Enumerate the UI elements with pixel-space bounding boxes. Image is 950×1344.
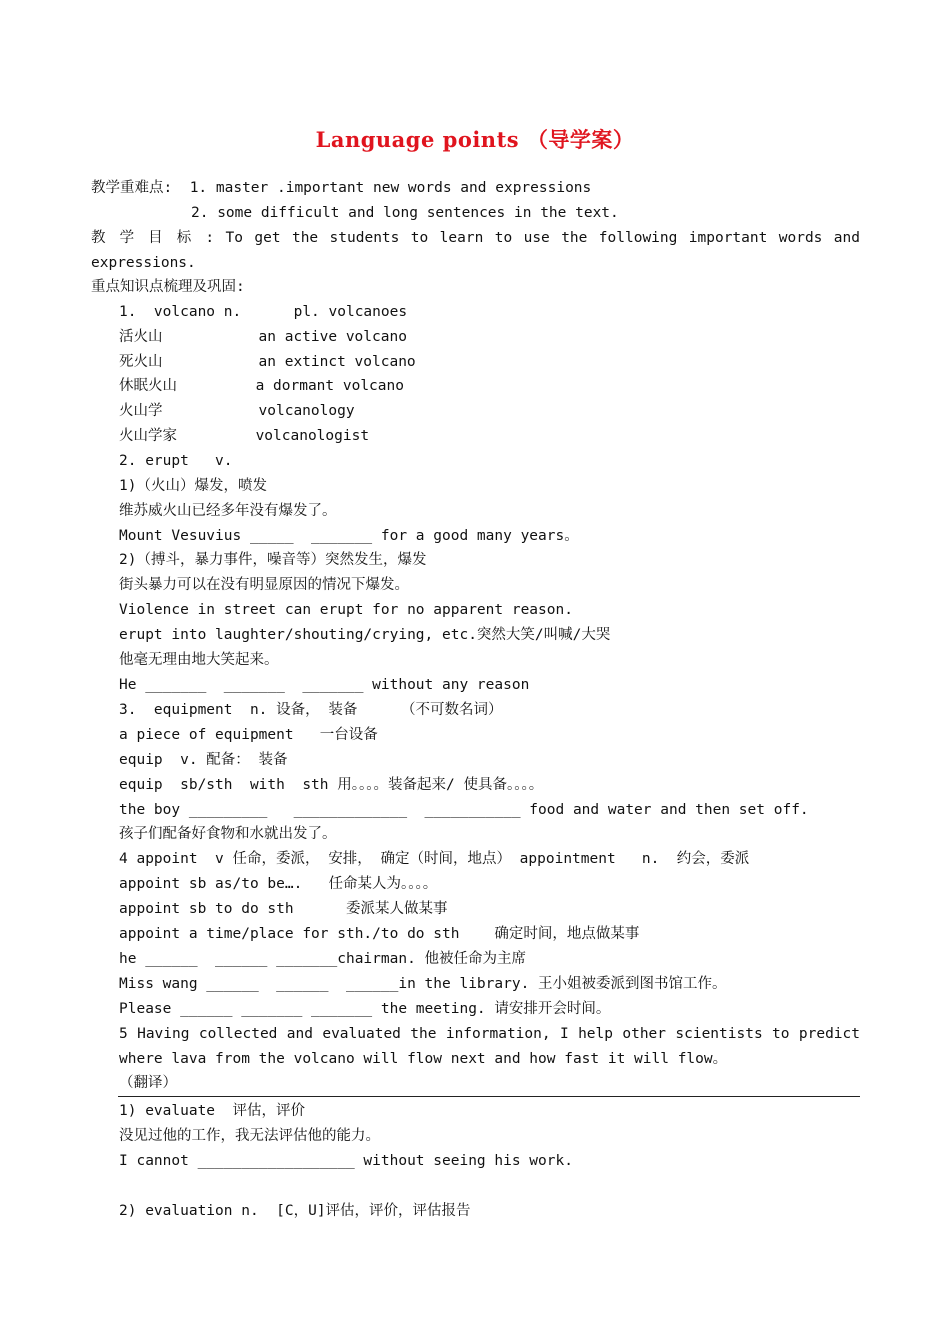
text-line: expressions.: [91, 255, 196, 271]
text-line: 教学重难点: 1. master .important new words and expressions: [91, 180, 592, 196]
text-line: where lava from the volcano will flow next and how fast it will flow。: [119, 1051, 728, 1067]
text-line: 1)（火山）爆发，喷发: [119, 478, 267, 494]
text-line: （翻译）: [119, 1075, 177, 1091]
text-line: 3. equipment n. 设备， 装备 （不可数名词）: [119, 702, 503, 718]
text-line: 教 学 目 标 : To get the students to learn to use the following important words and: [91, 230, 860, 246]
text-line: appoint a time/place for sth./to do sth 确定时间，地点做某事: [119, 926, 640, 942]
text-line: Please ______ _______ _______ the meeting. 请安排开会时间。: [119, 1001, 611, 1017]
text-line: He _______ _______ _______ without any reason: [119, 677, 530, 693]
text-line: appoint sb as/to be…. 任命某人为。。。。: [119, 876, 438, 892]
text-line: he ______ ______ _______chairman. 他被任命为主席: [119, 951, 527, 967]
text-line: 2) evaluation n. [C，U]评估，评价，评估报告: [119, 1203, 471, 1219]
text-line: 2)（搏斗，暴力事件，噪音等）突然发生，爆发: [119, 552, 427, 568]
text-line: 街头暴力可以在没有明显原因的情况下爆发。: [119, 577, 409, 593]
section-divider: [118, 1096, 860, 1097]
page-title: Language points （导学案）: [315, 127, 635, 152]
text-line: 1) evaluate 评估，评价: [119, 1103, 305, 1119]
text-line: 休眠火山 a dormant volcano: [119, 378, 404, 394]
text-line: 没见过他的工作，我无法评估他的能力。: [119, 1128, 380, 1144]
text-line: 4 appoint v 任命，委派， 安排， 确定（时间，地点） appointment n. 约会，委派: [119, 851, 750, 867]
text-line: 孩子们配备好食物和水就出发了。: [119, 826, 337, 842]
text-line: erupt into laughter/shouting/crying, etc.突然大笑/叫喊/大哭: [119, 627, 611, 643]
text-line: a piece of equipment 一台设备: [119, 727, 378, 743]
text-line: 1. volcano n. pl. volcanoes: [119, 304, 408, 320]
text-line: the boy _________ _____________ ___________ food and water and then set off.: [119, 802, 809, 818]
text-line: 死火山 an extinct volcano: [119, 354, 416, 370]
text-line: equip sb/sth with sth 用。。。。装备起来/ 使具备。。。。: [119, 777, 544, 793]
text-line: Mount Vesuvius _____ _______ for a good many years。: [119, 528, 579, 544]
text-line: 火山学 volcanology: [119, 403, 355, 419]
text-line: 活火山 an active volcano: [119, 329, 407, 345]
text-line: appoint sb to do sth 委派某人做某事: [119, 901, 448, 917]
text-line: 维苏威火山已经多年没有爆发了。: [119, 503, 337, 519]
text-line: 他毫无理由地大笑起来。: [119, 652, 279, 668]
text-line: I cannot __________________ without seeing his work.: [119, 1153, 573, 1169]
text-line: 重点知识点梳理及巩固:: [91, 279, 245, 295]
text-line: 火山学家 volcanologist: [119, 428, 370, 444]
text-line: 2. some difficult and long sentences in the text.: [191, 205, 619, 221]
text-line: Violence in street can erupt for no apparent reason.: [119, 602, 573, 618]
text-line: 5 Having collected and evaluated the information, I help other scientists to predict: [119, 1026, 860, 1042]
text-line: 2. erupt v.: [119, 453, 233, 469]
text-line: equip v. 配备： 装备: [119, 752, 288, 768]
text-line: Miss wang ______ ______ ______in the library. 王小姐被委派到图书馆工作。: [119, 976, 727, 992]
